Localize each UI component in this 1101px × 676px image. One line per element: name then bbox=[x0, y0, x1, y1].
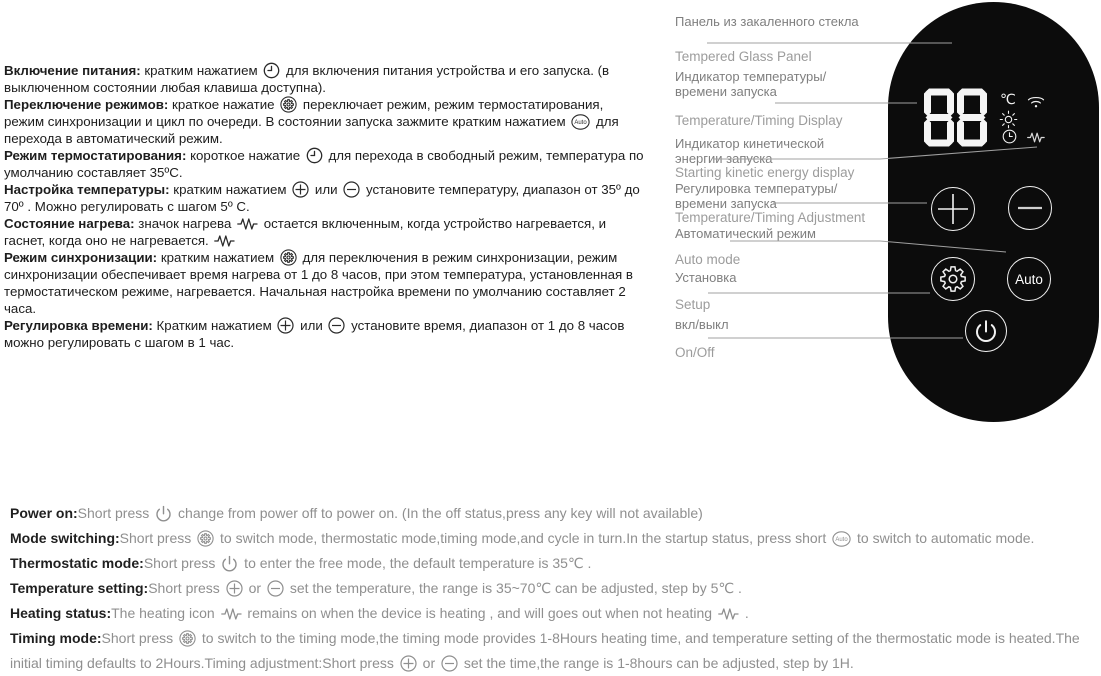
label-ru: Установка bbox=[675, 270, 737, 285]
instruction-paragraph: Mode switching:Short press to switch mode, thermostatic mode,timing mode,and cycle in turn.In the startup status, press short Auto to switch to automatic mode. bbox=[10, 530, 1035, 546]
instruction-paragraph: Режим термостатирования: короткое нажатие для перехода в свободный режим, температура по умолчанию составляет 35ºС. bbox=[4, 148, 644, 180]
minus-icon bbox=[343, 181, 360, 198]
heating-icon bbox=[214, 233, 235, 249]
gear-icon bbox=[280, 249, 297, 266]
heating-icon bbox=[221, 606, 242, 622]
gear-icon bbox=[197, 530, 214, 547]
heating-icon bbox=[718, 606, 739, 622]
paragraph-lead: Регулировка времени: bbox=[4, 318, 153, 333]
auto-icon bbox=[571, 114, 590, 130]
temperature-display bbox=[924, 88, 987, 147]
label-en: Starting kinetic energy display bbox=[675, 165, 855, 180]
celsius-indicator: ℃ bbox=[1000, 91, 1016, 107]
auto-button-label: Auto bbox=[1015, 271, 1043, 287]
paragraph-lead: Состояние нагрева: bbox=[4, 216, 135, 231]
label-en: On/Off bbox=[675, 345, 715, 360]
wifi-icon bbox=[1027, 94, 1045, 109]
heating-icon bbox=[237, 216, 258, 232]
label-ru: вкл/выкл bbox=[675, 317, 729, 332]
instruction-paragraph: Включение питания: кратким нажатием для включения питания устройства и его запуска. (в выключенном состоянии любая клавиша доступна). bbox=[4, 63, 610, 95]
plus-button[interactable] bbox=[931, 187, 975, 231]
label-ru: Индикатор кинетической энергии запуска bbox=[675, 136, 825, 166]
instruction-paragraph: Режим синхронизации: кратким нажатием для переключения в режим синхронизации, режим синхронизации обеспечивает время нагрева от 1 до 8 часов, при этом температура, установленная в термостатическом режиме, нагревается. Начальная настройка времени по умолчанию составляет 2 часа. bbox=[4, 250, 633, 316]
paragraph-lead: Режим синхронизации: bbox=[4, 250, 158, 265]
instruction-paragraph: Настройка температуры: кратким нажатием или установите температуру, диапазон от 35º до 70º . Можно регулировать с шагом 5º С. bbox=[4, 182, 640, 214]
minus-button[interactable] bbox=[1008, 186, 1052, 230]
clock-icon bbox=[1002, 129, 1017, 144]
label-en: Auto mode bbox=[675, 252, 741, 267]
paragraph-lead: Mode switching: bbox=[10, 530, 120, 546]
label-en: Temperature/Timing Display bbox=[675, 113, 843, 128]
instruction-paragraph: Temperature setting:Short press or set the temperature, the range is 35~70℃ can be adjusted, step by 5℃ . bbox=[10, 580, 742, 596]
plus-icon bbox=[292, 181, 309, 198]
paragraph-lead: Temperature setting: bbox=[10, 580, 149, 596]
label-en: Setup bbox=[675, 297, 711, 312]
instructions-en bbox=[10, 501, 1096, 676]
clock-icon bbox=[306, 147, 323, 164]
control-panel bbox=[888, 2, 1099, 422]
paragraph-lead: Thermostatic mode: bbox=[10, 555, 144, 571]
svg-text:Auto: Auto bbox=[574, 120, 587, 127]
plus-icon bbox=[400, 655, 417, 672]
instruction-paragraph: Timing mode:Short press to switch to the timing mode,the timing mode provides 1-8Hours heating time, and temperature setting of the thermostatic mode is heated.The initial timing defaults to 2Hours.Timing adjustment:Short press or set the time,the range is 1-8hours can be adjusted, step by 1H. bbox=[10, 630, 1080, 671]
auto-button[interactable] bbox=[1007, 257, 1051, 301]
power-icon bbox=[221, 555, 238, 572]
label-ru: Индикатор температуры/ времени запуска bbox=[675, 69, 827, 99]
label-ru: Автоматический режим bbox=[675, 226, 816, 241]
paragraph-lead: Power on: bbox=[10, 505, 78, 521]
instructions-ru bbox=[4, 62, 646, 351]
instruction-paragraph: Power on:Short press change from power off to power on. (In the off status,press any key will not available) bbox=[10, 505, 703, 521]
paragraph-lead: Переключение режимов: bbox=[4, 97, 169, 112]
label-en: Temperature/Timing Adjustment bbox=[675, 210, 866, 225]
minus-icon bbox=[267, 580, 284, 597]
plus-icon bbox=[277, 317, 294, 334]
auto-icon bbox=[832, 531, 851, 547]
instruction-paragraph: Heating status:The heating icon remains on when the device is heating , and will goes out when not heating . bbox=[10, 605, 749, 621]
paragraph-lead: Включение питания: bbox=[4, 63, 141, 78]
svg-text:Auto: Auto bbox=[835, 537, 848, 544]
power-icon bbox=[155, 505, 172, 522]
paragraph-lead: Режим термостатирования: bbox=[4, 148, 187, 163]
gear-button[interactable] bbox=[931, 257, 975, 301]
sun-icon bbox=[999, 110, 1018, 129]
paragraph-lead: Heating status: bbox=[10, 605, 112, 621]
heating-icon bbox=[1027, 130, 1045, 145]
minus-icon bbox=[328, 317, 345, 334]
power-button[interactable] bbox=[965, 310, 1007, 352]
label-ru: Регулировка температуры/ времени запуска bbox=[675, 181, 838, 211]
plus-icon bbox=[226, 580, 243, 597]
instruction-paragraph: Thermostatic mode:Short press to enter the free mode, the default temperature is 35℃ . bbox=[10, 555, 592, 571]
label-ru: Панель из закаленного стекла bbox=[675, 14, 859, 29]
label-en: Tempered Glass Panel bbox=[675, 49, 812, 64]
clock-icon bbox=[263, 62, 280, 79]
gear-icon bbox=[179, 630, 196, 647]
instruction-paragraph: Регулировка времени: Кратким нажатием или установите время, диапазон от 1 до 8 часов можно регулировать с шагом в 1 час. bbox=[4, 318, 625, 350]
instruction-paragraph: Переключение режимов: краткое нажатие переключает режим, режим термостатирования, режим синхронизации и цикл по очереди. В состоянии запуска зажмите кратким нажатием Auto для перехода в автоматический режим. bbox=[4, 97, 619, 146]
paragraph-lead: Timing mode: bbox=[10, 630, 102, 646]
callout-labels bbox=[675, 0, 910, 400]
instruction-paragraph: Состояние нагрева: значок нагрева остается включенным, когда устройство нагревается, и гаснет, когда оно не нагревается. bbox=[4, 216, 607, 248]
gear-icon bbox=[280, 96, 297, 113]
paragraph-lead: Настройка температуры: bbox=[4, 182, 170, 197]
minus-icon bbox=[441, 655, 458, 672]
